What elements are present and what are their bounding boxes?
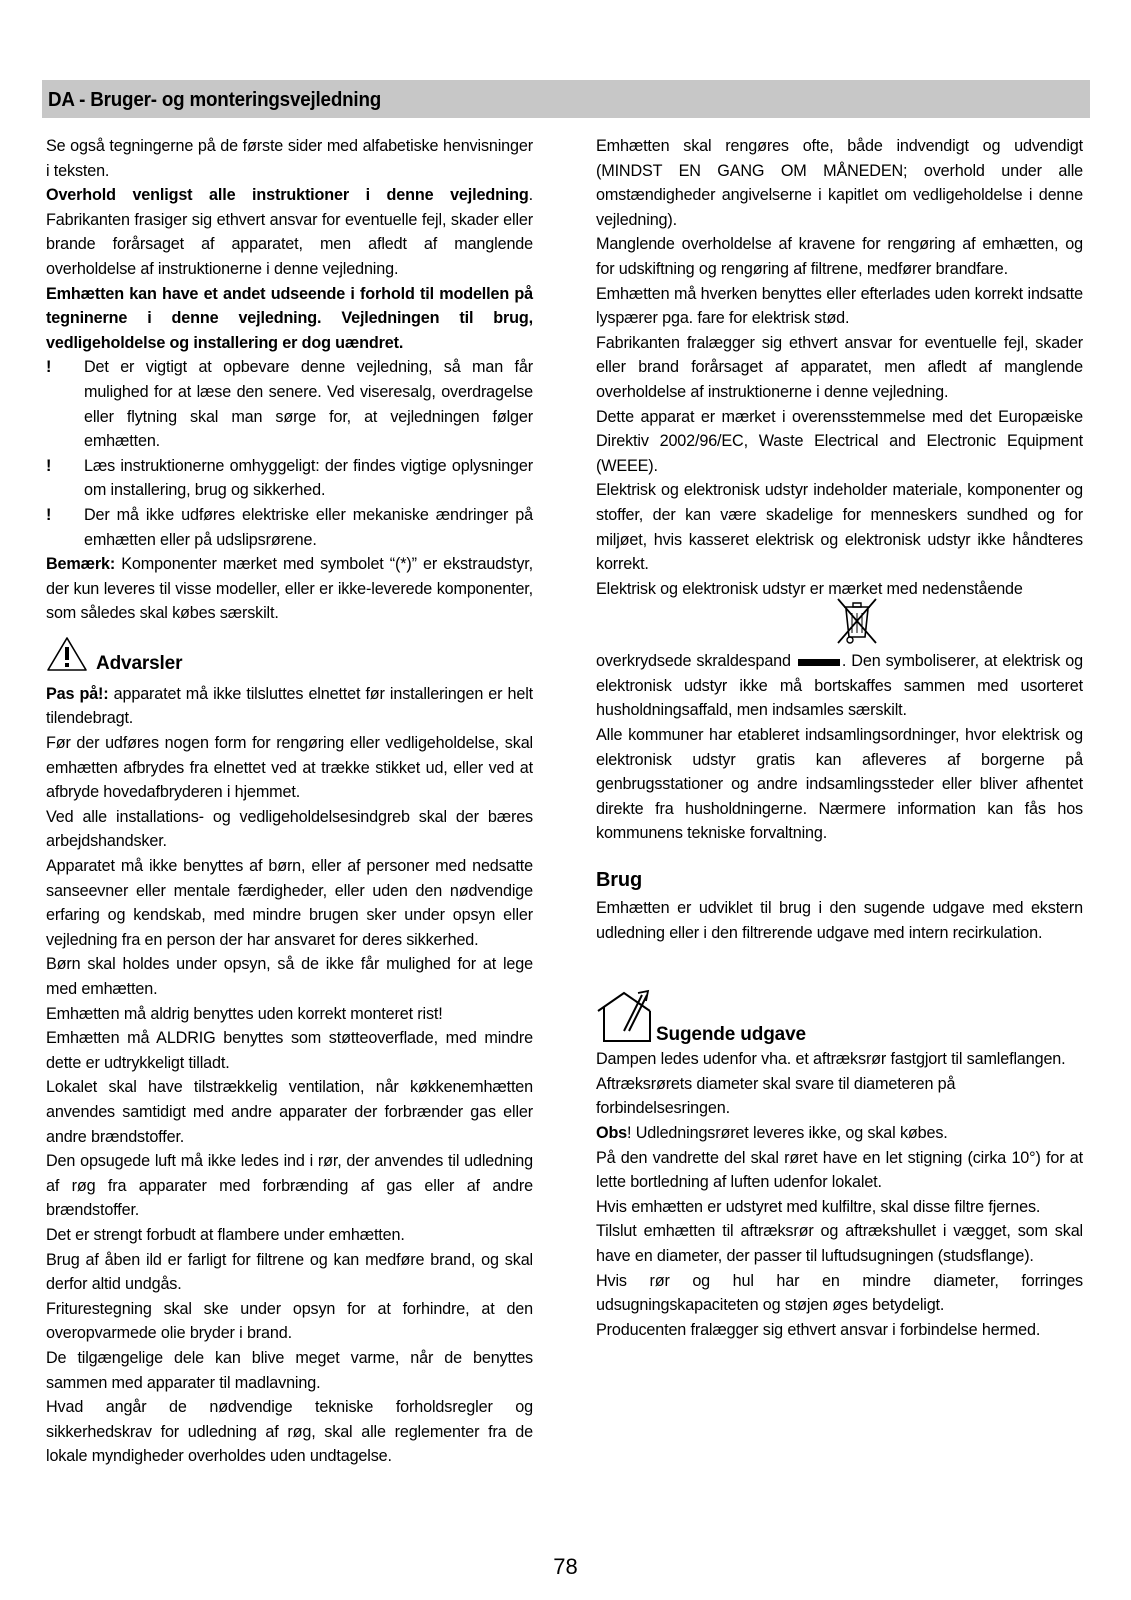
advarsel-paragraph: Den opsugede luft må ikke ledes ind i rør, der anvendes til udledning af røg fra apparater med forbrænding af gas eller af andre brændstoffer. — [46, 1152, 533, 1220]
house-exhaust-icon — [596, 987, 654, 1053]
overhold-paragraph — [46, 183, 533, 281]
note-label: Bemærk: — [46, 555, 116, 574]
sugende-paragraphs-2 — [596, 1146, 1083, 1343]
advarsel-paragraph: De tilgængelige dele kan blive meget varme, når de benyttes sammen med apparater til madlavning. — [46, 1348, 533, 1392]
advarsler-heading — [46, 642, 533, 682]
maintenance-paragraph: Emhætten må hverken benyttes eller efterlades uden korrekt indsatte lyspærer pga. fare for elektrisk stød. — [596, 284, 1083, 328]
page-title: DA - Bruger- og monteringsvejledning — [48, 89, 382, 111]
weee-line-1: Elektrisk og elektronisk udstyr er mærket med nedenstående — [596, 579, 1023, 598]
left-column — [46, 134, 533, 1469]
sugende-heading — [596, 989, 1083, 1047]
advarsel-paragraph: Lokalet skal have tilstrækkelig ventilation, når køkkenemhætten anvendes samtidigt med andre apparater der forbrænder gas eller andre brændstoffer. — [46, 1078, 533, 1146]
advarsel-paragraph: Emhætten må aldrig benyttes uden korrekt monteret rist! — [46, 1004, 443, 1023]
warning-item — [46, 503, 533, 552]
pas-paa-label: Pas på!: — [46, 684, 109, 703]
advarsel-paragraph: Det er strengt forbudt at flambere under emhætten. — [46, 1225, 405, 1244]
sugende-paragraph: Producenten fralægger sig ethvert ansvar i forbindelse hermed. — [596, 1320, 1041, 1339]
maintenance-paragraph: Fabrikanten fralægger sig ethvert ansvar for eventuelle fejl, skader eller brand forårsaget af apparatet, men afledt af manglende overholdelse af instruktionerne i denne vejledning. — [596, 333, 1083, 401]
brug-paragraph: Emhætten er udviklet til brug i den sugende udgave med ekstern udledning eller i den filtrerende udgave med intern recirkulation. — [596, 899, 1083, 942]
warning-item — [46, 355, 533, 453]
sugende-paragraph: Tilslut emhætten til aftræksrør og aftrækshullet i vægget, som skal have en diameter, der passer til luftudsugningen (studsflange). — [596, 1222, 1083, 1265]
warning-triangle-icon — [46, 636, 88, 680]
sugende-paragraph: Hvis emhætten er udstyret med kulfiltre, skal disse filtre fjernes. — [596, 1197, 1041, 1216]
sugende-paragraph: Aftræksrørets diameter skal svare til diameteren på forbindelsesringen. — [596, 1074, 956, 1118]
sugende-paragraph: På den vandrette del skal røret have en let stigning (cirka 10°) for at lette bortledning af luften udenfor lokalet. — [596, 1148, 1083, 1192]
weee-text-b: . Den symboliserer, at elektrisk og elektronisk udstyr ikke må bortskaffes sammen med usorteret husholdningsaffald, men indsamles særskilt. — [596, 652, 1083, 720]
brug-title: Brug — [596, 869, 643, 892]
warning-text: Det er vigtigt at opbevare denne vejledning, så man får mulighed for at læse den senere. Ved viseresalg, overdragelse eller flytning skal man sørge for, at vejledningen følger emhætten. — [84, 358, 533, 451]
advarsel-paragraph: Hvad angår de nødvendige tekniske forholdsregler og sikkerhedskrav for udledning af røg, skal alle reglementer fra de lokale myndigheder overholdes uden undtagelse. — [46, 1398, 533, 1466]
model-note: Emhætten kan have et andet udseende i forhold til modellen på tegninerne i denne vejledning. Vejledningen til brug, vedligeholdelse og installering er dog uændret. — [46, 284, 533, 352]
sugende-title: Sugende udgave — [656, 1024, 806, 1046]
maintenance-paragraph: Emhætten skal rengøres ofte, både indvendigt og udvendigt (MINDST EN GANG OM MÅNEDEN; overhold under alle omstændigheder angivelserne i kapitlet om vedligeholdelse i denne vejledning). — [596, 137, 1083, 229]
advarsel-paragraph: Apparatet må ikke benyttes af børn, eller af personer med nedsatte sanseevner eller mentale færdigheder, eller uden den nødvendige erfaring og kendskab, med mindre brugen sker under opsyn eller vejledning fra en person der har ansvaret for deres sikkerhed. — [46, 857, 533, 949]
maintenance-paragraphs — [596, 134, 1083, 577]
advarsel-paragraph: Friturestegning skal ske under opsyn for at forhindre, at den overopvarmede olie bryder i brand. — [46, 1299, 533, 1343]
pas-paa-text: apparatet må ikke tilsluttes elnettet før installeringen er helt tilendebragt. — [46, 684, 533, 728]
maintenance-paragraph: Elektrisk og elektronisk udstyr indeholder materiale, komponenter og stoffer, der kan være skadelige for menneskers sundhed og for miljøet, hvis kasseret elektrisk og elektronisk udstyr ikke håndteres korrekt. — [596, 481, 1083, 574]
crossed-out-wheelie-bin-icon — [832, 595, 882, 655]
kommuner-paragraph: Alle kommuner har etableret indsamlingsordninger, hvor elektrisk og elektronisk udstyr gratis kan afleveres af borgerne på genbrugsstationer og andre indsamlingssteder eller bliver afhentet direkte fra husholdningerne. Nærmere information kan fås hos kommunens tekniske forvaltning. — [596, 726, 1083, 843]
overhold-rest: . Fabrikanten frasiger sig ethvert ansvar for eventuelle fejl, skader eller brande forårsaget af apparatet, men afledt af manglende overholdelse af instruktionerne i denne vejledning. — [46, 186, 533, 278]
warning-mark: ! — [46, 505, 52, 524]
advarsel-paragraph: Børn skal holdes under opsyn, så de ikke får mulighed for at lege med emhætten. — [46, 955, 533, 998]
warning-text: Der må ikke udføres elektriske eller mekaniske ændringer på emhætten eller på udslipsrørene. — [84, 505, 533, 549]
intro-paragraph: Se også tegningerne på de første sider med alfabetiske henvisninger i teksten. — [46, 137, 533, 180]
note-text: Komponenter mærket med symbolet “(*)” er ekstraudstyr, der kun leveres til visse modeller, eller er ikke-leverede komponenter, som således skal købes særskilt. — [46, 555, 533, 623]
warning-text: Læs instruktionerne omhyggeligt: der findes vigtige oplysninger om installering, brug og sikkerhed. — [84, 456, 533, 500]
sugende-paragraphs — [596, 1047, 1083, 1121]
overhold-bold: Overhold venligst alle instruktioner i denne vejledning — [46, 186, 529, 205]
weee-symbol-block — [596, 601, 1083, 673]
pas-paa-paragraph — [46, 682, 533, 731]
advarsel-paragraph: Emhætten må ALDRIG benyttes som støtteoverflade, med mindre dette er udtrykkeligt tilladt. — [46, 1029, 533, 1072]
warning-mark: ! — [46, 358, 52, 377]
page-number: 78 — [553, 1554, 578, 1579]
advarsler-paragraphs — [46, 731, 533, 1469]
advarsler-title: Advarsler — [96, 652, 183, 674]
maintenance-paragraph: Manglende overholdelse af kravene for rengøring af emhætten, og for udskiftning og rengøring af filtrene, medfører brandfare. — [596, 235, 1083, 278]
obs-paragraph — [596, 1121, 1083, 1146]
advarsel-paragraph: Ved alle installations- og vedligeholdelsesindgreb skal der bæres arbejdshandsker. — [46, 807, 533, 851]
warning-list — [46, 355, 533, 552]
maintenance-paragraph: Dette apparat er mærket i overensstemmelse med det Europæiske Direktiv 2002/96/EC, Waste Electrical and Electronic Equipment (WEEE). — [596, 407, 1083, 475]
warning-mark: ! — [46, 456, 52, 475]
obs-label: Obs — [596, 1124, 628, 1142]
advarsel-paragraph: Brug af åben ild er farligt for filtrene og kan medføre brand, og skal derfor altid undgås. — [46, 1250, 533, 1294]
sugende-paragraph: Hvis rør og hul har en mindre diameter, forringes udsugningskapaciteten og støjen øges betydeligt. — [596, 1271, 1083, 1315]
weee-text-a: overkrydsede skraldespand — [596, 652, 791, 671]
note-paragraph — [46, 552, 533, 626]
sugende-paragraph: Dampen ledes udenfor vha. et aftræksrør fastgjort til samleflangen. — [596, 1050, 1066, 1069]
warning-item — [46, 454, 533, 503]
advarsel-paragraph: Før der udføres nogen form for rengøring eller vedligeholdelse, skal emhætten afbrydes fra elnettet ved at trække stikket ud, eller ved at afbryde hovedafbryderen i hjemmet. — [46, 734, 533, 802]
obs-text: ! Udledningsrøret leveres ikke, og skal købes. — [627, 1124, 948, 1142]
right-column — [596, 134, 1083, 1342]
brug-heading — [596, 866, 1083, 896]
